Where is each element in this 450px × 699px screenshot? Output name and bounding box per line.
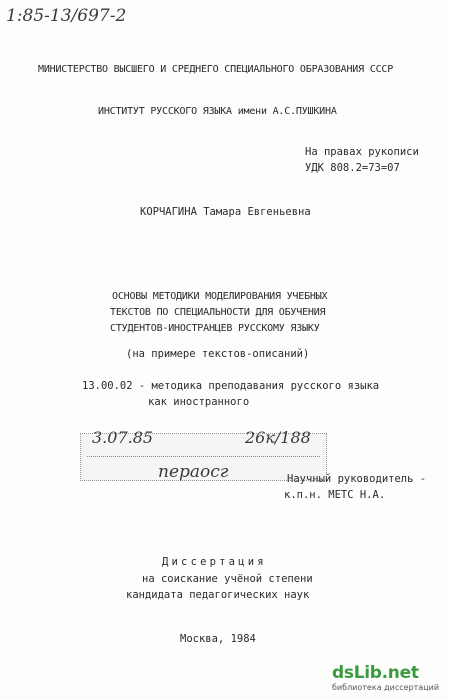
logo-tagline: библиотека диссертаций: [332, 683, 440, 692]
author-name: КОРЧАГИНА Тамара Евгеньевна: [140, 206, 311, 218]
specialty-line-1: 13.00.02 - методика преподавания русского языка: [82, 380, 380, 392]
logo-brand-prefix: ds: [332, 663, 354, 683]
place-year: Москва, 1984: [180, 633, 256, 645]
title-line-3: СТУДЕНТОВ-ИНОСТРАНЦЕВ РУССКОМУ ЯЗЫКУ: [110, 323, 320, 334]
stamp-handwritten-note: пераосг: [158, 462, 229, 482]
subtitle: (на примере текстов-описаний): [126, 348, 310, 360]
rights-note: На правах рукописи: [305, 146, 419, 158]
supervisor-label: Научный руководитель -: [287, 473, 427, 485]
udk-code: УДК 808.2=73=07: [305, 162, 400, 174]
supervisor-name: к.п.н. МЕТС Н.А.: [284, 489, 386, 501]
title-line-2: ТЕКСТОВ ПО СПЕЦИАЛЬНОСТИ ДЛЯ ОБУЧЕНИЯ: [110, 307, 326, 318]
ministry-header: МИНИСТЕРСТВО ВЫСШЕГО И СРЕДНЕГО СПЕЦИАЛЬНОГО ОБРАЗОВАНИЯ СССР: [38, 64, 394, 75]
handwritten-archive-code: 1:85-13/697-2: [6, 6, 127, 26]
institute-name: ИНСТИТУТ РУССКОГО ЯЗЫКА имени А.С.ПУШКИНА: [98, 106, 337, 117]
degree-line-2: кандидата педагогических наук: [126, 589, 310, 601]
logo-brand-suffix: Lib.net: [353, 663, 419, 683]
dslib-watermark-logo: [332, 663, 444, 695]
stamp-date: 3.07.85: [92, 428, 154, 447]
stamp-divider: [87, 456, 320, 457]
title-line-1: ОСНОВЫ МЕТОДИКИ МОДЕЛИРОВАНИЯ УЧЕБНЫХ: [112, 291, 328, 302]
degree-line-1: на соискание учёной степени: [142, 573, 313, 585]
logo-brand: [332, 663, 419, 683]
specialty-line-2: как иностранного: [148, 396, 250, 408]
stamp-code: 26к/188: [245, 428, 311, 447]
work-type: Диссертация: [162, 556, 267, 568]
